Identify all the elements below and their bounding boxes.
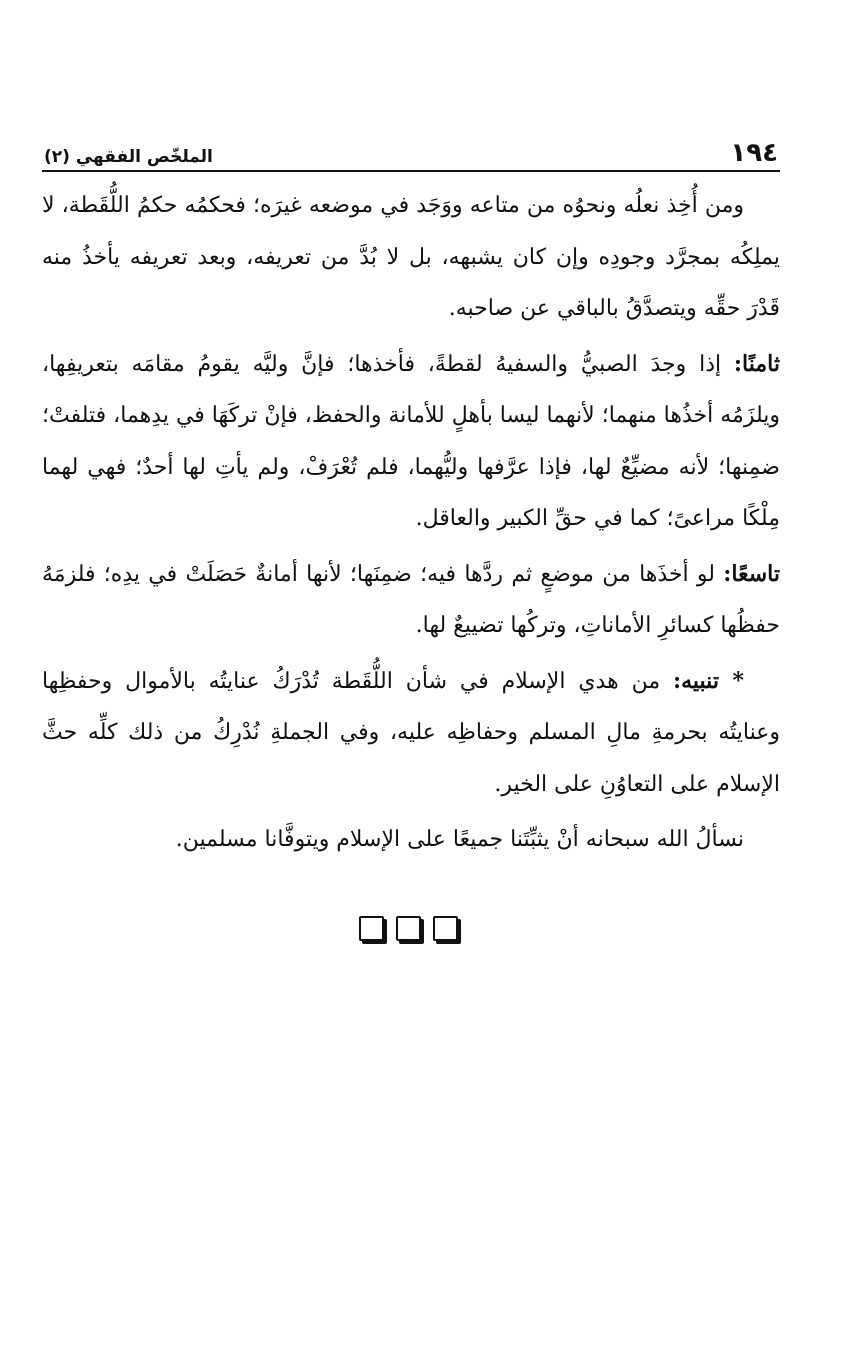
hollow-square-icon: [396, 916, 421, 941]
paragraph-lead: * تنبيه:: [672, 667, 744, 694]
hollow-square-icon: [359, 916, 384, 941]
paragraph-eighth: [42, 339, 780, 545]
paragraph-text: نسألُ الله سبحانه أنْ يثبِّتَنا جميعًا على الإسلام ويتوفَّانا مسلمين.: [175, 827, 744, 852]
paragraph-ninth: [42, 549, 780, 652]
paragraph-text: إذا وجدَ الصبيُّ والسفيهُ لقطةً، فأخذها؛ فإنَّ وليَّه يقومُ مقامَه بتعريفِها، ويلزَمُه أخذُها منهما؛ لأنهما ليسا بأهلٍ للأمانة والحفظ، فإنْ تركَهَا في يدِهما، فتلفتْ؛ ضمِنها؛ لأنه مضيِّعٌ لها، فإذا عرَّفها وليُّهما، فلم تُعْرَفْ، ولم يأتِ لها أحدٌ؛ فهي لهما مِلْكًا مراعىً؛ كما في حقِّ الكبير والعاقل.: [42, 351, 780, 531]
paragraph-text: لو أخذَها من موضعٍ ثم ردَّها فيه؛ ضمِنَها؛ لأنها أمانةٌ حَصَلَتْ في يدِه؛ فلزمَهُ حفظُها كسائرِ الأماناتِ، وتركُها تضييعٌ لها.: [42, 561, 780, 638]
paragraph-text: ومن أُخِذ نعلُه ونحوُه من متاعه ووَجَد في موضعه غيرَه؛ فحكمُه حكمُ اللُّقَطة، لا يملِكُه بمجرَّد وجودِه وإن كان يشبهه، بل لا بُدَّ من تعريفه، وبعد تعريفه يأخذُ منه قَدْرَ حقِّه ويتصدَّقُ بالباقي عن صاحبه.: [42, 193, 780, 321]
paragraph-closing-prayer: [42, 814, 780, 866]
paragraph-lead: ثامنًا:: [733, 350, 780, 377]
paragraph-replaced-item: [42, 180, 780, 335]
hollow-square-icon: [433, 916, 458, 941]
page-body: [42, 180, 780, 866]
page-number: ١٩٤: [730, 138, 778, 168]
book-title: الملخّص الفقهي (٢): [44, 147, 213, 167]
book-page: [42, 128, 780, 941]
paragraph-text: من هدي الإسلام في شأن اللُّقَطة تُدْرَكُ عنايتُه بالأموال وحفظِها وعنايتُه بحرمةِ مالِ المسلم وحفاظِه عليه، وفي الجملةِ نُدْرِكُ من ذلك كلِّه حثَّ الإسلام على التعاوُنِ على الخير.: [42, 668, 780, 797]
section-end-ornament: [36, 916, 780, 941]
paragraph-lead: تاسعًا:: [723, 560, 780, 587]
running-header: [42, 128, 780, 172]
paragraph-notice: [42, 656, 780, 811]
